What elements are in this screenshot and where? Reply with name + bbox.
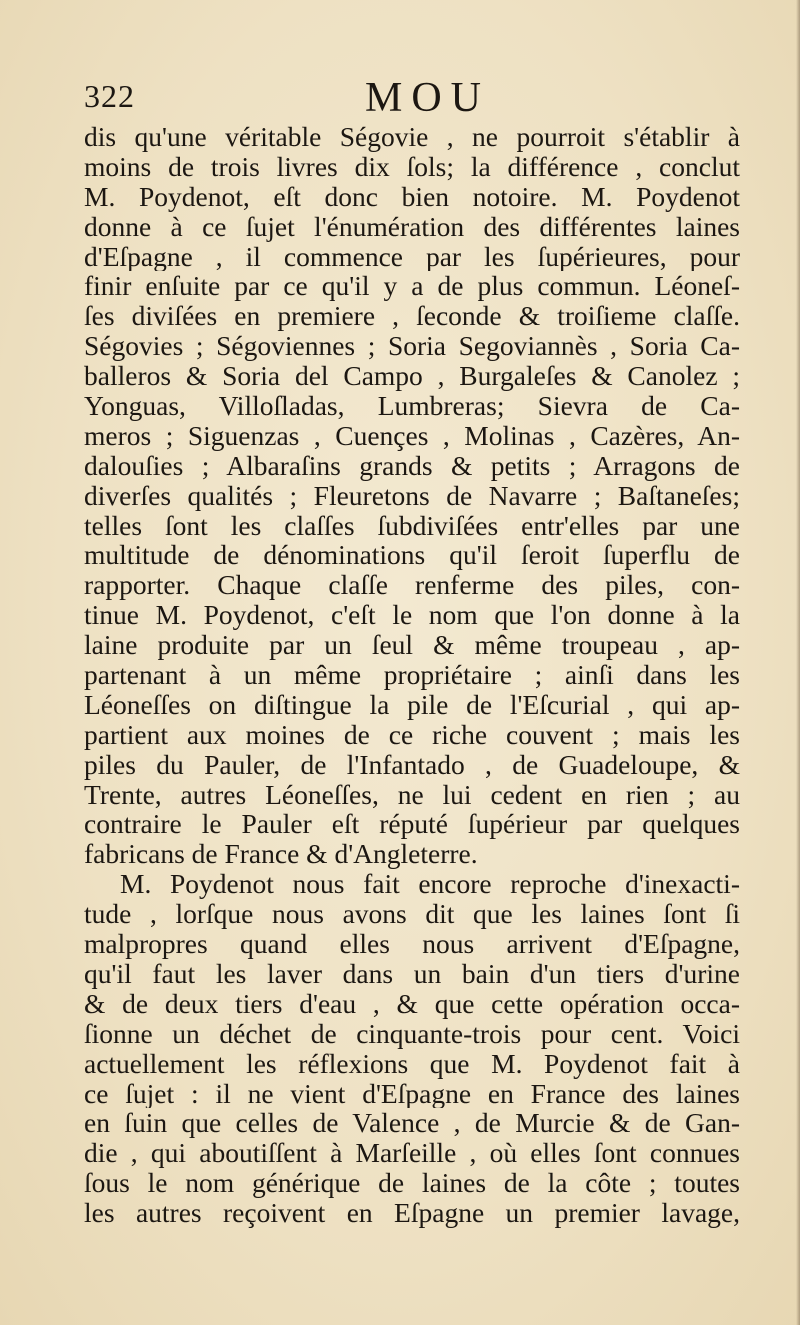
text-line: meros ; Siguenzas , Cuençes , Molinas , Cazères, An- (84, 420, 740, 451)
text-line: ſous le nom générique de laines de la côte ; toutes (84, 1168, 740, 1199)
text-line: telles ſont les claſſes ſubdiviſées entr'elles par une (84, 510, 740, 541)
text-line: actuellement les réflexions que M. Poydenot fait à (84, 1048, 740, 1079)
text-line: rapporter. Chaque claſſe renferme des piles, con- (84, 570, 740, 601)
text-line: piles du Pauler, de l'Infantado , de Guadeloupe, & (84, 749, 740, 780)
text-line: en ſuin que celles de Valence , de Murcie & de Gan- (84, 1108, 740, 1139)
text-line: die , qui aboutiſſent à Marſeille , où elles ſont connues (84, 1138, 740, 1169)
text-line: laine produite par un ſeul & même troupeau , ap- (84, 630, 740, 661)
text-line: multitude de dénominations qu'il ſeroit ſuperflu de (84, 540, 740, 571)
text-line: & de deux tiers d'eau , & que cette opération occa- (84, 988, 740, 1019)
text-line: Yonguas, Villoſladas, Lumbreras; Sievra de Ca- (84, 391, 740, 421)
text-line: qu'il faut les laver dans un bain d'un tiers d'urine (84, 958, 740, 989)
text-line: Léoneſſes on diſtingue la pile de l'Eſcurial , qui ap- (84, 689, 740, 720)
text-line: dalouſies ; Albaraſins grands & petits ; Arragons de (84, 450, 740, 481)
text-line: partenant à un même propriétaire ; ainſi dans les (84, 660, 740, 690)
text-line: partient aux moines de ce riche couvent ; mais les (84, 719, 740, 750)
text-line: les autres reçoivent en Eſpagne un premier lavage, (84, 1198, 740, 1228)
text-line: finir enſuite par ce qu'il y a de plus commun. Léoneſ- (84, 271, 740, 302)
page-number: 322 (84, 78, 135, 114)
text-line: d'Eſpagne , il commence par les ſupérieures, pour (84, 241, 740, 272)
text-line: ſes diviſées en premiere , ſeconde & troiſieme claſſe. (84, 301, 740, 332)
text-line: Trente, autres Léoneſſes, ne lui cedent en rien ; au (84, 779, 740, 810)
text-line: malpropres quand elles nous arrivent d'Eſpagne, (84, 929, 740, 959)
body-text (84, 122, 740, 1228)
paragraph-start-line: M. Poydenot nous fait encore reproche d'inexacti- (120, 869, 740, 900)
text-line: ſionne un déchet de cinquante-trois pour cent. Voici (84, 1018, 740, 1049)
running-head: MOU (365, 75, 491, 121)
text-line: ce ſujet : il ne vient d'Eſpagne en France des laines (84, 1078, 740, 1109)
text-line: diverſes qualités ; Fleuretons de Navarre ; Baſtaneſes; (84, 480, 740, 511)
text-line: M. Poydenot, eſt donc bien notoire. M. Poydenot (84, 181, 740, 212)
text-line: contraire le Pauler eſt réputé ſupérieur par quelques (84, 809, 740, 840)
text-line: moins de trois livres dix ſols; la différence , conclut (84, 151, 740, 182)
text-line: Ségovies ; Ségoviennes ; Soria Segoviannès , Soria Ca- (84, 331, 740, 362)
text-line: donne à ce ſujet l'énumération des différentes laines (84, 211, 740, 242)
paragraph-end-line: fabricans de France & d'Angleterre. (84, 839, 478, 870)
page-edge-shadow (796, 0, 800, 1325)
page-header (0, 74, 800, 124)
text-line: dis qu'une véritable Ségovie , ne pourroit s'établir à (84, 122, 740, 152)
text-line: balleros & Soria del Campo , Burgaleſes & Canolez ; (84, 361, 740, 392)
text-line: tude , lorſque nous avons dit que les laines ſont ſi (84, 899, 740, 930)
text-line: tinue M. Poydenot, c'eſt le nom que l'on donne à la (84, 600, 740, 631)
